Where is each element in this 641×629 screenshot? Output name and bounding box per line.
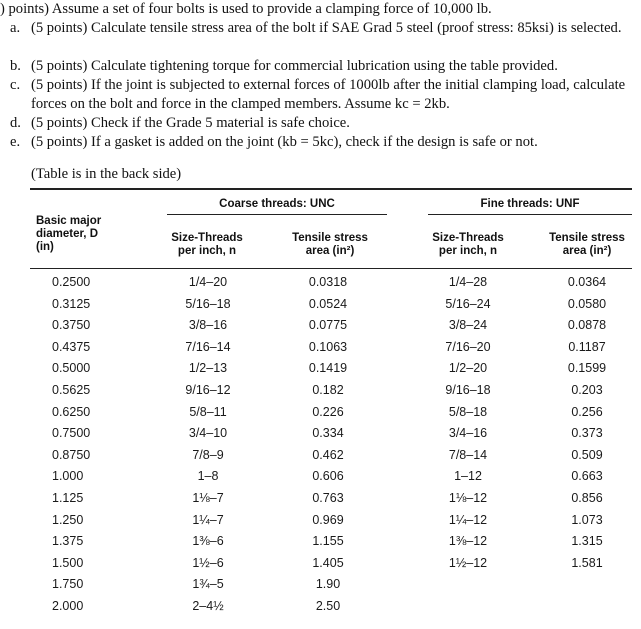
unc-area-cell: 0.1063 [308,339,348,354]
diameter-cell: 0.3750 [52,318,91,333]
unf-size-header: Size-Threads per inch, n [432,232,504,257]
unc-size-cell: 9/16–12 [185,383,231,397]
unf-size-cell: 1⅛–12 [448,491,488,505]
unc-area-cell: 0.226 [312,404,344,419]
diameter-header: Basic major diameter, D (in) [36,215,102,253]
unf-area-cell: 0.1187 [568,339,606,354]
diameter-cell: 1.375 [52,534,84,549]
diameter-cell: 1.250 [52,512,84,527]
item-letter: c. [10,77,21,93]
unc-size-header: Size-Threads per inch, n [171,232,243,257]
unf-area-cell: 0.509 [571,447,603,462]
diameter-cell: 1.000 [52,469,84,484]
diameter-cell: 1.125 [52,491,84,505]
unf-area-cell: 1.581 [571,555,603,570]
unc-area-cell: 0.0775 [308,318,348,333]
unc-area-cell: 0.763 [312,491,344,505]
unc-size-cell: 7/8–9 [192,447,224,462]
unc-size-cell: 1¾–5 [192,577,224,592]
unc-size-cell: 1/2–13 [188,361,228,376]
unc-size-cell: 5/8–11 [189,404,227,419]
unf-area-cell: 1.315 [571,534,603,549]
unf-group-rule [428,214,632,215]
unf-size-cell: 5/8–18 [448,404,488,419]
diameter-cell: 1.750 [52,577,84,592]
unc-size-cell: 1⅜–6 [192,534,224,549]
unf-size-cell: 9/16–18 [445,383,491,397]
unf-size-cell: 3/4–16 [448,426,488,441]
item-text: (5 points) Check if the Grade 5 material is safe choice. [31,115,350,131]
unc-size-cell: 1/4–20 [188,275,228,289]
unc-size-cell: 1¼–7 [192,512,224,527]
unc-area-header: Tensile stress area (in²) [292,232,368,257]
question-intro: ) points) Assume a set of four bolts is used to provide a clamping force of 10,000 lb. [0,1,492,17]
unc-size-cell: 2–4½ [192,599,224,613]
item-letter: e. [10,134,21,150]
unc-area-cell: 1.405 [312,555,344,570]
unf-size-cell: 5/16–24 [445,296,491,311]
unf-area-cell: 0.203 [571,383,603,397]
diameter-cell: 0.6250 [52,404,91,419]
item-text: (5 points) If the joint is subjected to external forces of 1000lb after the initial clamping load, calculate forces on the bolt and force in the clamped members. Assume kc = 2kb. [31,77,626,112]
diameter-cell: 2.000 [52,599,84,613]
unf-size-cell: 7/16–20 [445,339,491,354]
unc-area-cell: 0.462 [312,447,344,462]
unf-size-cell: 3/8–24 [448,318,488,333]
unf-area-cell: 0.0878 [567,318,607,333]
unf-size-cell: 1/4–28 [448,275,488,289]
unc-area-cell: 0.1419 [308,361,348,376]
diameter-cell: 0.2500 [52,275,91,289]
unf-size-cell: 1½–12 [448,555,488,570]
item-letter: d. [10,115,21,131]
unc-area-cell: 1.155 [312,534,344,549]
unc-area-cell: 0.0318 [308,275,348,289]
unc-size-cell: 1⅛–7 [192,491,224,505]
item-text: (5 points) Calculate tightening torque for commercial lubrication using the table provided. [31,58,558,74]
unc-size-cell: 3/8–16 [188,318,228,333]
unc-group-rule [167,214,387,215]
unf-size-cell: 1¼–12 [448,512,488,527]
unf-area-cell: 0.663 [571,469,603,484]
unf-size-cell: 1–12 [454,469,482,484]
item-letter: a. [10,20,21,36]
table-note: (Table is in the back side) [31,166,182,182]
unf-area-cell: 0.1599 [567,361,607,376]
item-text: (5 points) If a gasket is added on the joint (kb = 5kc), check if the design is safe or not. [31,134,538,150]
unf-area-cell: 0.256 [571,404,603,419]
unc-area-cell: 0.969 [312,512,344,527]
unc-size-cell: 3/4–10 [188,426,228,441]
header-bottom-rule [30,268,632,269]
diameter-cell: 0.3125 [52,296,91,311]
thread-table [30,188,632,629]
item-text: (5 points) Calculate tensile stress area of the bolt if SAE Grad 5 steel (proof stress: 85ksi) is selected. [31,20,622,36]
unc-area-cell: 0.334 [312,426,344,441]
unc-area-cell: 0.0524 [308,296,348,311]
diameter-cell: 1.500 [52,555,84,570]
diameter-cell: 0.5000 [52,361,91,376]
unc-area-cell: 0.182 [312,383,344,397]
diameter-cell: 0.8750 [52,447,91,462]
unc-group-header: Coarse threads: UNC [219,198,335,210]
unf-area-cell: 0.856 [571,491,603,505]
unf-area-header: Tensile stress area (in²) [549,232,625,257]
unc-size-cell: 1–8 [197,469,219,484]
unf-size-cell: 1⅜–12 [448,534,488,549]
diameter-cell: 0.7500 [52,426,91,441]
diameter-cell: 0.4375 [52,339,91,354]
table-top-rule [30,188,632,190]
unf-size-cell: 7/8–14 [448,447,488,462]
unf-area-cell: 0.0580 [567,296,607,311]
item-letter: b. [10,58,21,74]
diameter-cell: 0.5625 [52,383,91,397]
unf-group-header: Fine threads: UNF [480,198,580,210]
unf-area-cell: 0.0364 [567,275,607,289]
unf-area-cell: 1.073 [571,512,603,527]
unc-size-cell: 5/16–18 [185,296,231,311]
unc-size-cell: 7/16–14 [185,339,231,354]
unf-size-cell: 1/2–20 [448,361,488,376]
unc-area-cell: 1.90 [315,577,341,592]
unc-area-cell: 0.606 [312,469,344,484]
unf-area-cell: 0.373 [571,426,603,441]
unc-area-cell: 2.50 [315,599,341,613]
unc-size-cell: 1½–6 [192,555,224,570]
